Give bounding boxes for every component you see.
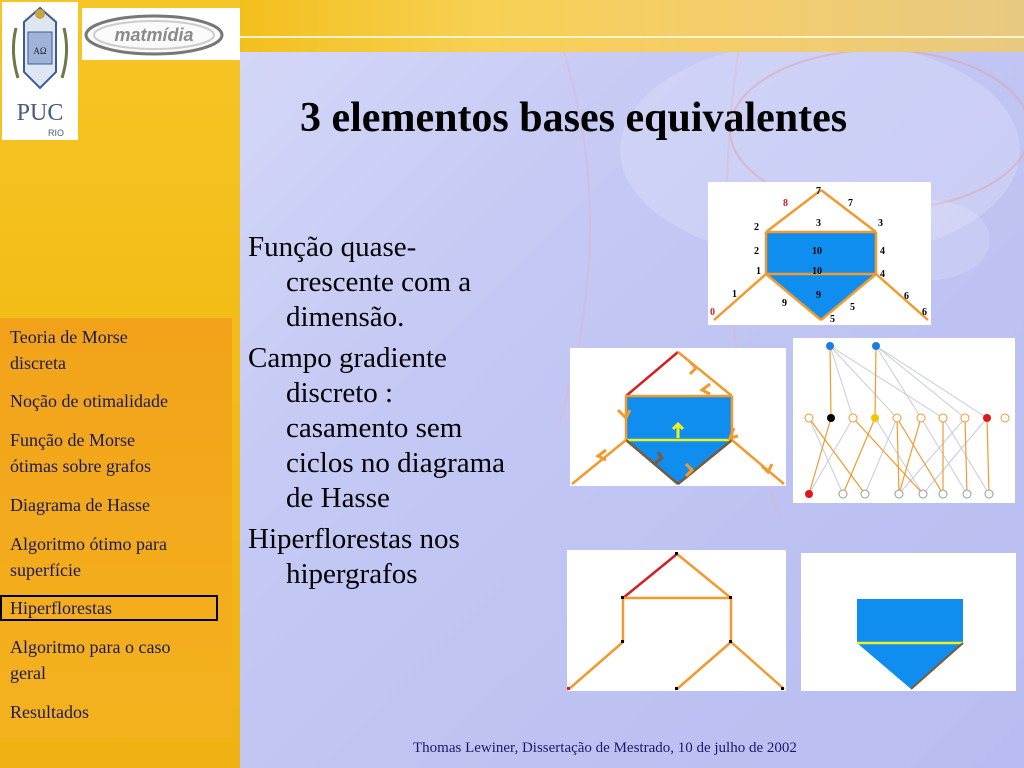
edge-label: 10	[812, 266, 822, 277]
hasse-node	[963, 490, 971, 498]
nav-item-label: Diagrama de Hasse	[10, 495, 150, 515]
slide-footer: Thomas Lewiner, Dissertação de Mestrado, 10 de julho de 2002	[413, 740, 797, 756]
bullet-line: hipergrafos	[286, 558, 418, 590]
matmidia-logo	[82, 8, 240, 60]
bullet-item	[248, 230, 593, 335]
edge-label: 4	[880, 246, 885, 257]
figure-hyperforest-faces	[801, 553, 1016, 691]
nav-item-label: Função de Morse	[10, 430, 135, 450]
hasse-node	[805, 414, 813, 422]
hasse-node	[917, 414, 925, 422]
face-label: 9	[816, 290, 821, 301]
nav-item-label: Hiperflorestas	[10, 598, 112, 618]
hasse-node	[983, 414, 991, 422]
hasse-node	[872, 342, 880, 350]
vertex-label: 5	[830, 314, 835, 325]
bullet-first-line: Função quase-	[248, 231, 417, 263]
puc-rio-logo	[2, 2, 78, 140]
vertex-label: 8	[783, 198, 788, 209]
bullet-line: ciclos no diagrama	[286, 447, 506, 479]
bullet-first-line: Campo gradiente	[248, 342, 447, 374]
nav-item-algoritmo-superficie[interactable]	[10, 531, 222, 583]
nav-item-diagrama-hasse[interactable]	[10, 492, 222, 518]
vertex-label: 7	[816, 186, 821, 197]
hasse-node	[939, 414, 947, 422]
gradient-arrow	[598, 450, 606, 460]
section-nav	[0, 318, 232, 738]
hasse-node	[826, 342, 834, 350]
face-label: 10	[812, 246, 822, 257]
vertex-label: 6	[922, 307, 927, 318]
nav-item-hiperflorestas[interactable]	[0, 595, 218, 621]
edge-label: 7	[848, 198, 853, 209]
bullet-line: casamento sem	[286, 412, 463, 444]
figure-hasse-diagram	[793, 338, 1015, 503]
hasse-node	[939, 490, 947, 498]
nav-item-label: ótimas sobre grafos	[10, 456, 151, 476]
bullet-line: crescente com a	[286, 266, 472, 298]
nav-item-label: Noção de otimalidade	[10, 391, 168, 411]
figure-labeled-complex	[708, 182, 931, 325]
nav-item-funcao-morse-grafos[interactable]	[10, 427, 222, 479]
bullet-line: dimensão.	[286, 301, 405, 333]
rio-wordmark: RIO	[47, 128, 65, 138]
bullet-item	[248, 522, 593, 592]
gradient-arrow	[618, 410, 630, 418]
hasse-node	[961, 414, 969, 422]
hasse-node	[895, 490, 903, 498]
edge-label: 2	[754, 246, 759, 257]
gradient-arrow	[702, 384, 710, 394]
matmidia-wordmark: matmídia	[114, 25, 194, 45]
vertex-label: 2	[754, 222, 759, 233]
hasse-node	[861, 490, 869, 498]
hasse-node	[839, 490, 847, 498]
edge-label: 9	[782, 298, 787, 309]
nav-item-algoritmo-caso-geral[interactable]	[10, 634, 222, 686]
figure-gradient-field	[570, 348, 786, 486]
bullet-line: de Hasse	[286, 482, 390, 514]
bullet-list	[248, 230, 593, 598]
nav-item-teoria-morse[interactable]	[10, 324, 222, 376]
bullet-first-line: Hiperflorestas nos	[248, 523, 460, 555]
nav-item-label: Algoritmo para o caso	[10, 637, 171, 657]
nav-item-label: Teoria de Morse	[10, 327, 128, 347]
edge-label: 3	[816, 218, 821, 229]
header-band	[240, 0, 1024, 52]
bullet-item	[248, 341, 593, 516]
hasse-node	[893, 414, 901, 422]
vertex-label: 0	[710, 307, 715, 318]
nav-item-otimalidade[interactable]	[10, 388, 222, 414]
edge-label: 1	[732, 289, 737, 300]
gradient-arrow	[690, 362, 696, 374]
vertex-label: 4	[880, 269, 885, 280]
nav-item-resultados[interactable]	[10, 699, 222, 725]
edge-label: 5	[850, 302, 855, 313]
vertex-label: 1	[756, 266, 761, 277]
hasse-node	[871, 414, 879, 422]
hasse-node	[827, 414, 835, 422]
slide-title: 3 elementos bases equivalentes	[300, 95, 848, 141]
nav-item-label: geral	[10, 663, 46, 683]
hasse-node	[805, 490, 813, 498]
header-divider	[240, 36, 1024, 38]
svg-text:ΑΩ: ΑΩ	[33, 46, 47, 56]
hasse-node	[985, 490, 993, 498]
nav-item-label: discreta	[10, 353, 66, 373]
bullet-line: discreto :	[286, 377, 394, 409]
edge-label: 6	[904, 291, 909, 302]
vertex-label: 3	[878, 218, 883, 229]
hasse-node	[849, 414, 857, 422]
hasse-node	[1001, 414, 1009, 422]
puc-wordmark: PUC	[16, 100, 64, 126]
figure-hyperforest-edges	[567, 550, 786, 691]
nav-item-label: Algoritmo ótimo para	[10, 534, 167, 554]
nav-item-label: Resultados	[10, 702, 89, 722]
nav-item-label: superfície	[10, 560, 81, 580]
hasse-node	[919, 490, 927, 498]
